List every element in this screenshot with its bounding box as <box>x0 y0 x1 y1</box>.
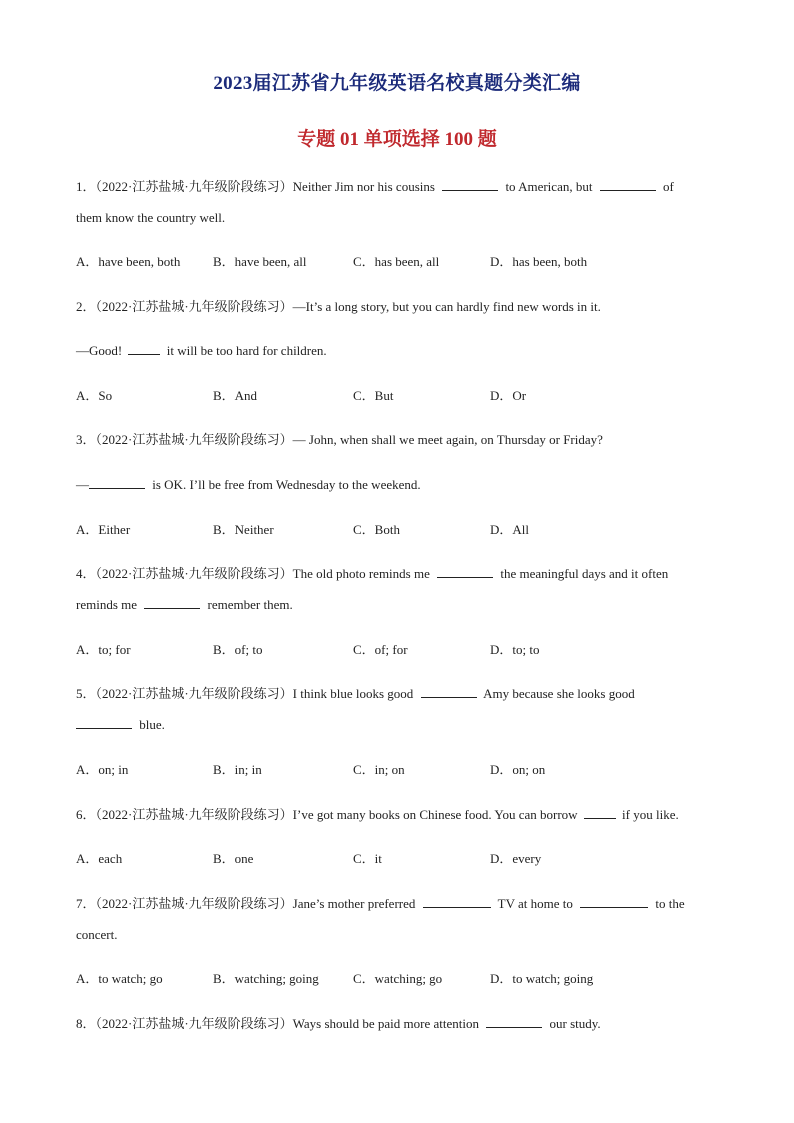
option-a: A．So <box>76 388 113 403</box>
option-b: B．And <box>213 388 258 403</box>
question-4-options <box>76 642 720 658</box>
question-text: 4．（2022·江苏盐城·九年级阶段练习）The old photo reminds me <box>76 566 430 581</box>
option-d: D．to; to <box>490 642 540 657</box>
question-text: to American, but <box>505 179 593 194</box>
question-text: —Good! <box>76 343 123 358</box>
option-d: D．All <box>490 522 530 537</box>
option-a: A．Either <box>76 522 131 537</box>
question-text: blue. <box>139 717 165 732</box>
answer-blank <box>437 566 493 578</box>
option-b: B．have been, all <box>213 254 307 269</box>
question-text: 6．（2022·江苏盐城·九年级阶段练习）I’ve got many books on Chinese food. You can borrow <box>76 807 578 822</box>
question-text: Amy because she looks good <box>483 686 635 701</box>
option-c: C．watching; go <box>353 971 443 986</box>
option-a: A．each <box>76 851 123 866</box>
option-c: C．Both <box>353 522 400 537</box>
option-c: C．it <box>353 851 382 866</box>
question-1-options <box>76 254 720 270</box>
section-subtitle: 专题 01 单项选择 100 题 <box>297 129 497 150</box>
option-b: B．Neither <box>213 522 274 537</box>
question-text: of <box>662 179 674 194</box>
question-7-line-1 <box>76 896 720 912</box>
answer-blank <box>423 896 491 908</box>
page-title: 2023届江苏省九年级英语名校真题分类汇编 <box>213 73 581 94</box>
answer-blank <box>584 807 616 819</box>
question-text: remember them. <box>207 597 293 612</box>
option-a: A．to watch; go <box>76 971 163 986</box>
question-3-line-2 <box>76 477 720 493</box>
option-a: A．on; in <box>76 762 129 777</box>
question-text: if you like. <box>622 807 679 822</box>
option-c: C．in; on <box>353 762 405 777</box>
question-4-line-1 <box>76 566 720 582</box>
option-c: C．has been, all <box>353 254 440 269</box>
answer-blank <box>580 896 648 908</box>
question-text: our study. <box>549 1016 601 1031</box>
answer-blank <box>89 477 145 489</box>
question-4-line-2 <box>76 597 720 613</box>
option-a: A．have been, both <box>76 254 181 269</box>
question-2-line-2 <box>76 343 720 359</box>
answer-blank <box>421 686 477 698</box>
answer-blank <box>442 179 498 191</box>
question-text: reminds me <box>76 597 138 612</box>
option-b: B．in; in <box>213 762 262 777</box>
answer-blank <box>486 1016 542 1028</box>
question-text: 8．（2022·江苏盐城·九年级阶段练习）Ways should be paid more attention <box>76 1016 479 1031</box>
answer-blank <box>144 597 200 609</box>
question-text: — <box>76 477 89 492</box>
question-text: 7．（2022·江苏盐城·九年级阶段练习）Jane’s mother preferred <box>76 896 416 911</box>
question-5-line-2 <box>76 717 720 733</box>
option-d: D．to watch; going <box>490 971 594 986</box>
answer-blank <box>76 717 132 729</box>
option-d: D．Or <box>490 388 527 403</box>
question-text: it will be too hard for children. <box>166 343 327 358</box>
option-d: D．on; on <box>490 762 546 777</box>
question-8-line-1 <box>76 1016 720 1032</box>
question-text: the meaningful days and it often <box>500 566 669 581</box>
option-c: C．But <box>353 388 394 403</box>
question-3-options <box>76 522 720 538</box>
question-2-options <box>76 388 720 404</box>
question-text: is OK. I’ll be free from Wednesday to the weekend. <box>152 477 421 492</box>
question-7-options <box>76 971 720 987</box>
option-d: D．every <box>490 851 542 866</box>
option-b: B．watching; going <box>213 971 319 986</box>
question-6-line-1 <box>76 807 720 823</box>
option-d: D．has been, both <box>490 254 588 269</box>
option-b: B．one <box>213 851 254 866</box>
question-text: to the <box>655 896 685 911</box>
question-5-options <box>76 762 720 778</box>
option-a: A．to; for <box>76 642 131 657</box>
question-5-line-1 <box>76 686 720 702</box>
answer-blank <box>128 343 160 355</box>
question-2-line-1: 2．（2022·江苏盐城·九年级阶段练习）—It’s a long story, but you can hardly find new words in it. <box>76 299 601 314</box>
question-1-line-1 <box>76 179 720 195</box>
option-c: C．of; for <box>353 642 408 657</box>
question-6-options <box>76 851 720 867</box>
question-text: TV at home to <box>497 896 573 911</box>
question-1-line-2: them know the country well. <box>76 210 226 225</box>
question-7-line-2: concert. <box>76 927 118 942</box>
option-b: B．of; to <box>213 642 263 657</box>
answer-blank <box>600 179 656 191</box>
question-text: 1．（2022·江苏盐城·九年级阶段练习）Neither Jim nor his cousins <box>76 179 435 194</box>
question-3-line-1: 3．（2022·江苏盐城·九年级阶段练习）— John, when shall we meet again, on Thursday or Friday? <box>76 432 603 447</box>
question-text: 5．（2022·江苏盐城·九年级阶段练习）I think blue looks good <box>76 686 414 701</box>
